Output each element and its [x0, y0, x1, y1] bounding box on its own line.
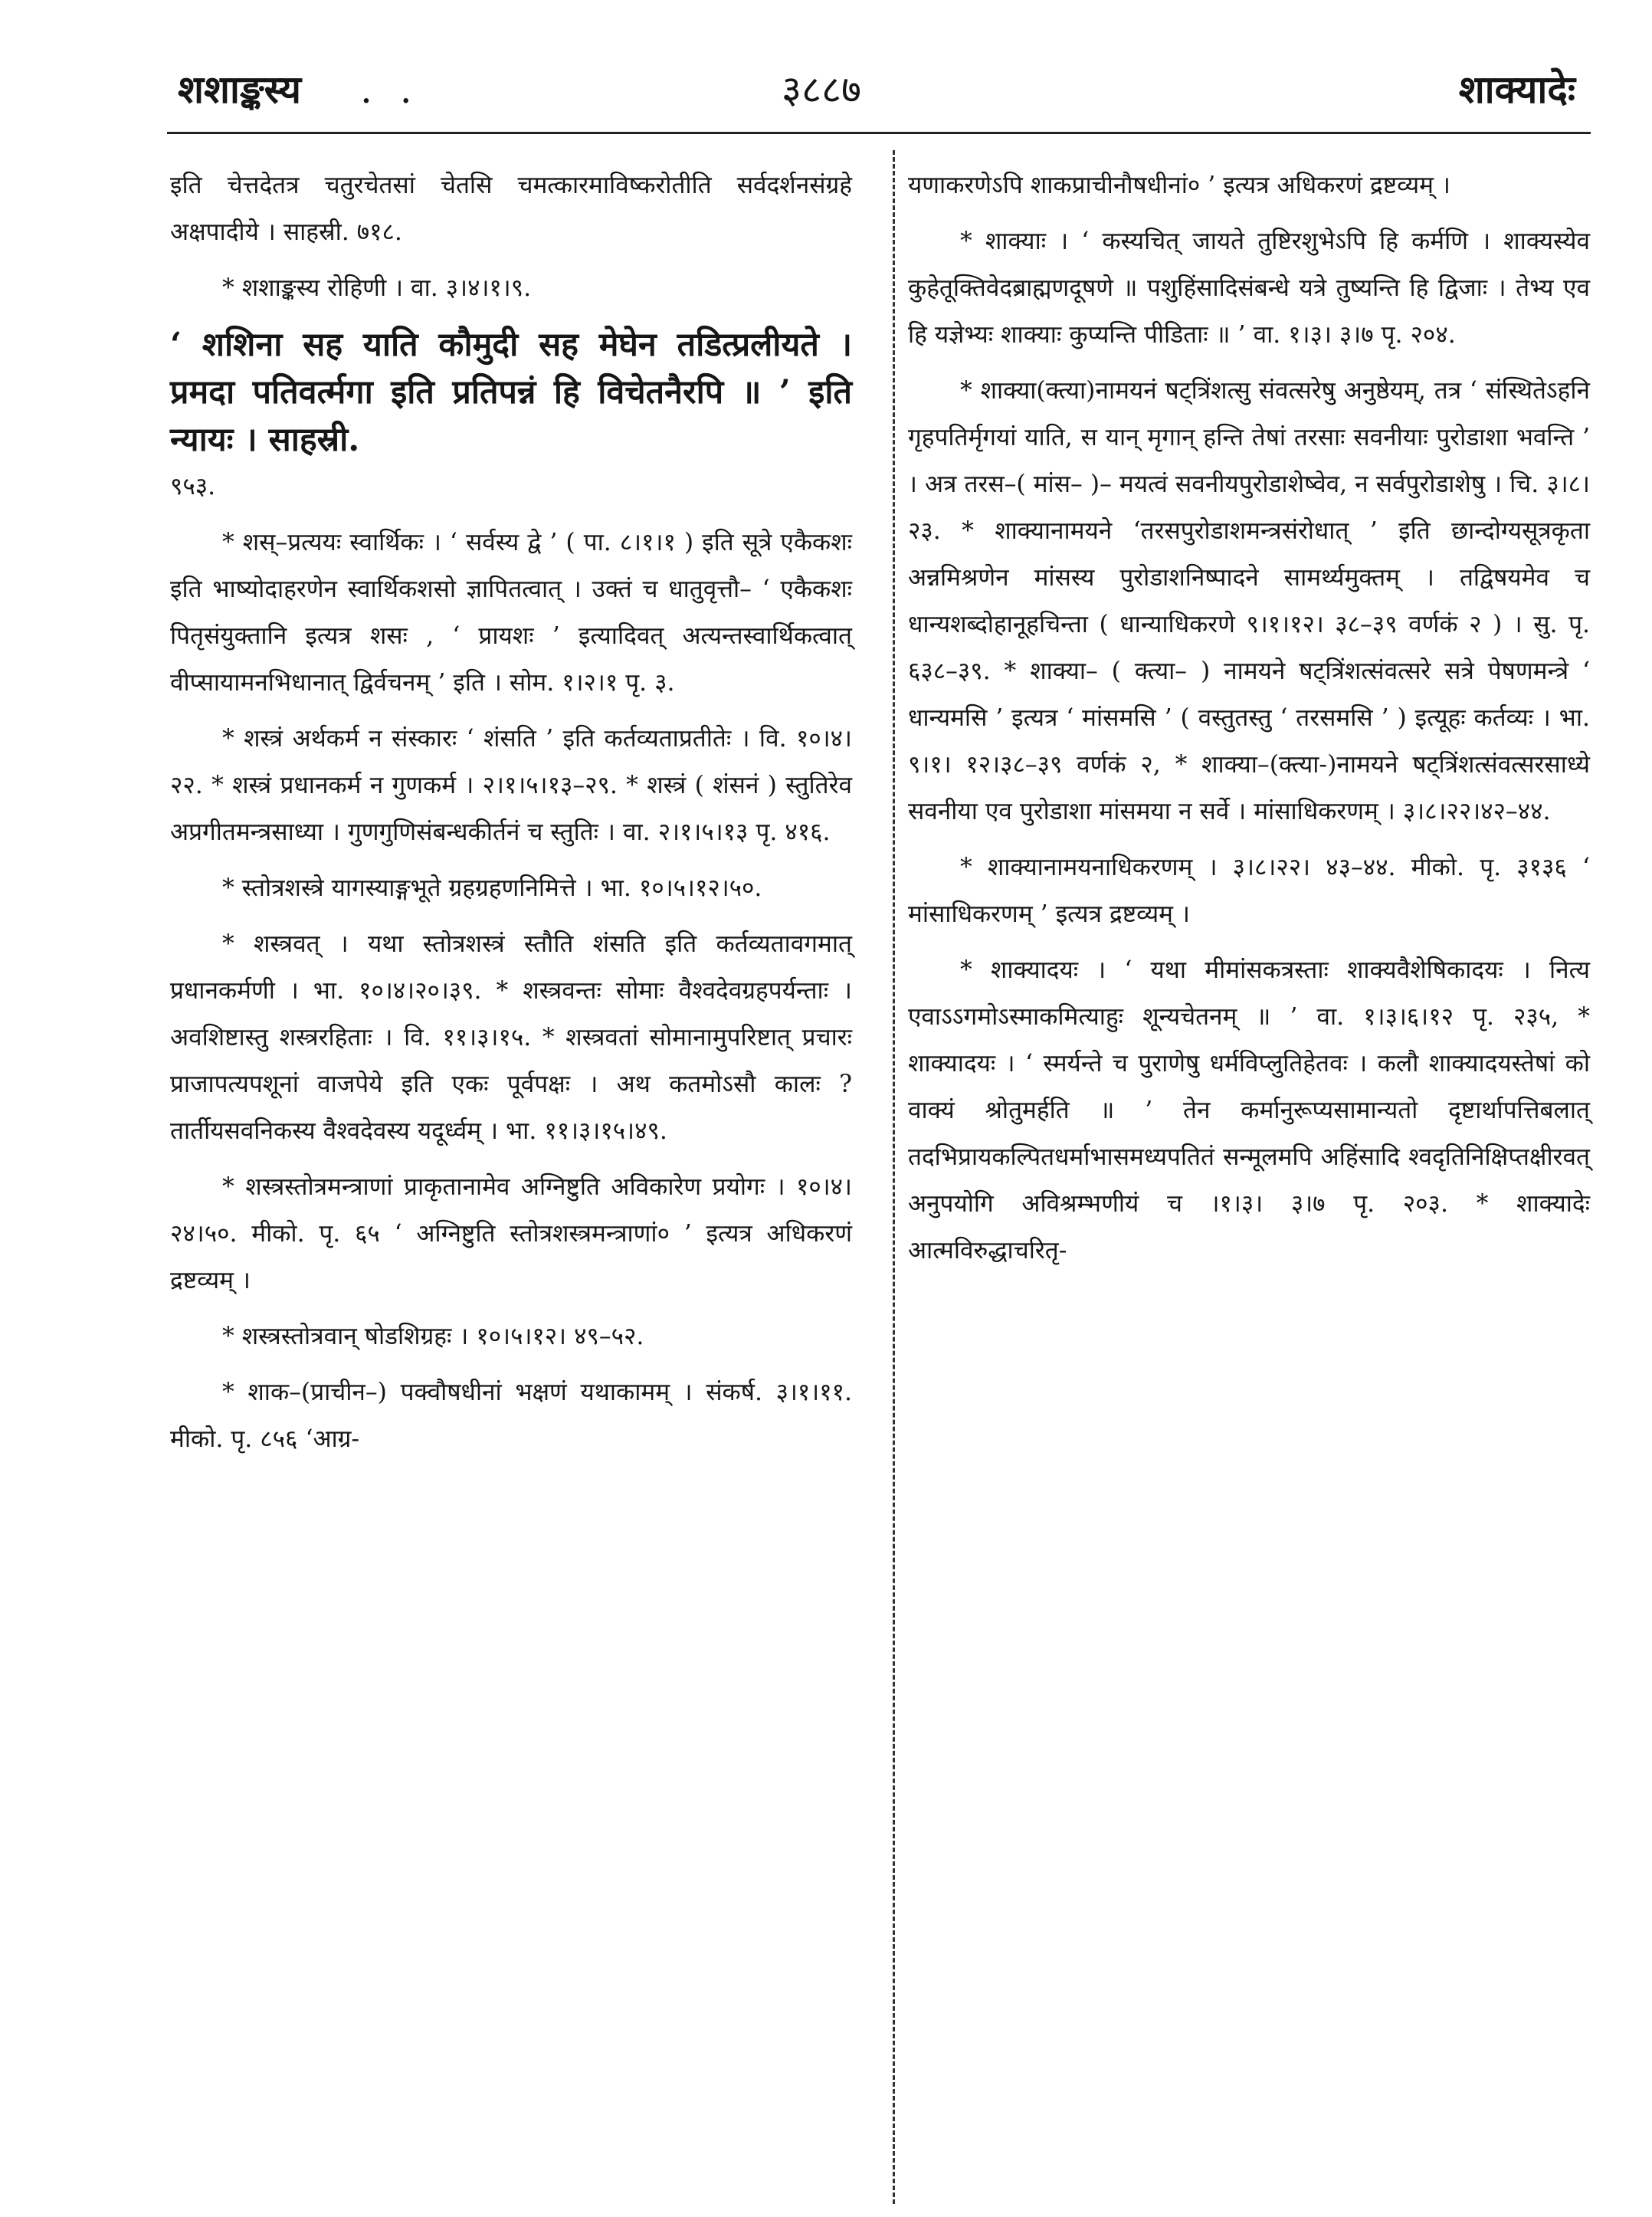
- entry-paragraph: * शस्त्रस्तोत्रमन्त्राणां प्राकृतानामेव अग्निष्टुति अविकारेण प्रयोगः । १०।४।२४।५०. मीको. पृ. ६५ ‘ अग्निष्टुति स्तोत्रशस्त्रमन्त्राणां० ’ इत्यत्र अधिकरणं द्रष्टव्यम् ।: [170, 1173, 852, 1294]
- entry-paragraph: * शाक्याः । ‘ कस्यचित् जायते तुष्टिरशुभेऽपि हि कर्मणि । शाक्यस्येव कुहेतूक्तिवेदब्राह्मणदूषणे ॥ पशुहिंसादिसंबन्धे यत्रे तुष्यन्ति हि द्विजाः । तेभ्य एव हि यज्ञेभ्यः शाक्याः कुप्यन्ति पीडिताः ॥ ’ वा. १।३। ३।७ पृ. २०४.: [908, 228, 1590, 349]
- running-head-right: शाक्यादेः: [1458, 67, 1575, 112]
- verse-quotation: ‘ शशिना सह याति कौमुदी सह मेघेन तडित्प्रलीयते । प्रमदा पतिवर्त्मगा इति प्रतिपन्नं हि विचेतनैरपि ॥ ’ इति न्यायः । साहस्री.: [170, 326, 852, 459]
- column-divider: [893, 150, 895, 2204]
- entry-paragraph: * शशाङ्कस्य रोहिणी । वा. ३।४।१।९.: [222, 274, 532, 302]
- entry-paragraph: * शाक–(प्राचीन–) पक्वौषधीनां भक्षणं यथाकामम् । संकर्ष. ३।१।११. मीको. पृ. ८५६ ‘आग्र-: [170, 1379, 852, 1453]
- running-head-left: शशाङ्कस्य: [178, 67, 302, 112]
- entry-paragraph: इति चेत्तदेतत्र चतुरचेतसां चेतसि चमत्कारमाविष्करोतीति सर्वदर्शनसंग्रहे अक्षपादीये । साहस्री. ७१८.: [170, 172, 852, 246]
- entry-paragraph: * स्तोत्रशस्त्रे यागस्याङ्गभूते ग्रहग्रहणनिमित्ते । भा. १०।५।१२।५०.: [222, 874, 762, 902]
- entry-paragraph: यणाकरणेऽपि शाकप्राचीनौषधीनां० ’ इत्यत्र अधिकरणं द्रष्टव्यम् ।: [908, 172, 1450, 199]
- entry-paragraph: ९५३.: [170, 473, 216, 500]
- entry-paragraph: * शस्त्रं अर्थकर्म न संस्कारः ‘ शंसति ’ इति कर्तव्यताप्रतीतेः । वि. १०।४।२२. * शस्त्रं प्रधानकर्म न गुणकर्म । २।१।५।१३–२९. * शस्त्रं ( शंसनं ) स्तुतिरेव अप्रगीतमन्त्रसाध्या । गुणगुणिसंबन्धकीर्तनं च स्तुतिः । वा. २।१।५।१३ पृ. ४१६.: [170, 725, 852, 846]
- entry-paragraph: * शाक्यादयः । ‘ यथा मीमांसकत्रस्ताः शाक्यवैशेषिकादयः । नित्य एवाऽऽगमोऽस्माकमित्याहुः शून्यचेतनम् ॥ ’ वा. १।३।६।१२ पृ. २३५, * शाक्यादयः । ‘ स्मर्यन्ते च पुराणेषु धर्मविप्लुतिहेतवः । कलौ शाक्यादयस्तेषां को वाक्यं श्रोतुमर्हति ॥ ’ तेन कर्मानुरूप्यसामान्यतो दृष्टार्थापत्तिबलात् तदभिप्रायकल्पितधर्माभासमध्यपतितं सन्मूलमपि अहिंसादि श्वदृतिनिक्षिप्तक्षीरवत् अनुपयोगि अविश्रम्भणीयं च ।१।३। ३।७ पृ. २०३. * शाक्यादेः आत्मविरुद्धाचरितृ-: [908, 956, 1590, 1264]
- entry-paragraph: * शस्त्रवत् । यथा स्तोत्रशस्त्रं स्तौति शंसति इति कर्तव्यतावगमात् प्रधानकर्मणी । भा. १०।४।२०।३९. * शस्त्रवन्तः सोमाः वैश्वदेवग्रहपर्यन्ताः । अवशिष्टास्तु शस्त्ररहिताः । वि. ११।३।१५. * शस्त्रवतां सोमानामुपरिष्टात् प्रचारः प्राजापत्यपशूनां वाजपेये इति एकः पूर्वपक्षः । अथ कतमोऽसौ कालः ? तार्तीयसवनिकस्य वैश्वदेवस्य यदूर्ध्वम् । भा. ११।३।१५।४९.: [170, 930, 852, 1145]
- header-rule: [167, 132, 1591, 134]
- left-column: [170, 162, 852, 1472]
- running-head-dots: . .: [360, 67, 420, 112]
- entry-paragraph: * शाक्या(क्त्या)नामयनं षट्त्रिंशत्सु संवत्सरेषु अनुष्ठेयम्, तत्र ‘ संस्थितेऽहनि गृहपतिर्मृगयां याति, स यान् मृगान् हन्ति तेषां तरसाः सवनीयाः पुरोडाशा भवन्ति ’ । अत्र तरस–( मांस– )– मयत्वं सवनीयपुरोडाशेष्वेव, न सर्वपुरोडाशेषु । चि. ३।८।२३. * शाक्यानामयने ‘तरसपुरोडाशमन्त्रसंरोधात् ’ इति छान्दोग्यसूत्रकृता अन्नमिश्रणेन मांसस्य पुरोडाशनिष्पादने सामर्थ्यमुक्तम् । तद्विषयमेव च धान्यशब्दोहानूहचिन्ता ( धान्याधिकरणे ९।१।१२। ३८–३९ वर्णकं २ ) । सु. पृ. ६३८–३९. * शाक्या– ( क्त्या– ) नामयने षट्त्रिंशत्संवत्सरे सत्रे पेषणमन्त्रे ‘ धान्यमसि ’ इत्यत्र ‘ मांसमसि ’ ( वस्तुतस्तु ‘ तरसमसि ’ ) इत्यूहः कर्तव्यः । भा. ९।१। १२।३८–३९ वर्णकं २, * शाक्या–(क्त्या-)नामयने षट्त्रिंशत्संवत्सरसाध्ये सवनीया एव पुरोडाशा मांसमया न सर्वे । मांसाधिकरणम् । ३।८।२२।४२–४४.: [908, 377, 1590, 825]
- entry-paragraph: * शाक्यानामयनाधिकरणम् । ३।८।२२। ४३–४४. मीको. पृ. ३१३६ ‘ मांसाधिकरणम् ’ इत्यत्र द्रष्टव्यम् ।: [908, 854, 1590, 928]
- right-column: [908, 162, 1590, 1284]
- page-number: ३८८७: [782, 67, 861, 112]
- entry-paragraph: * शस्–प्रत्ययः स्वार्थिकः । ‘ सर्वस्य द्वे ’ ( पा. ८।१।१ ) इति सूत्रे एकैकशः इति भाष्योदाहरणेन स्वार्थिकशसो ज्ञापितत्वात् । उक्तं च धातुवृत्तौ– ‘ एकैकशः पितृसंयुक्तानि इत्यत्र शसः , ‘ प्रायशः ’ इत्यादिवत् अत्यन्तस्वार्थिकत्वात् वीप्सायामनभिधानात् द्विर्वचनम् ’ इति । सोम. १।२।१ पृ. ३.: [170, 529, 852, 697]
- entry-paragraph: * शस्त्रस्तोत्रवान् षोडशिग्रहः । १०।५।१२। ४९–५२.: [222, 1323, 644, 1350]
